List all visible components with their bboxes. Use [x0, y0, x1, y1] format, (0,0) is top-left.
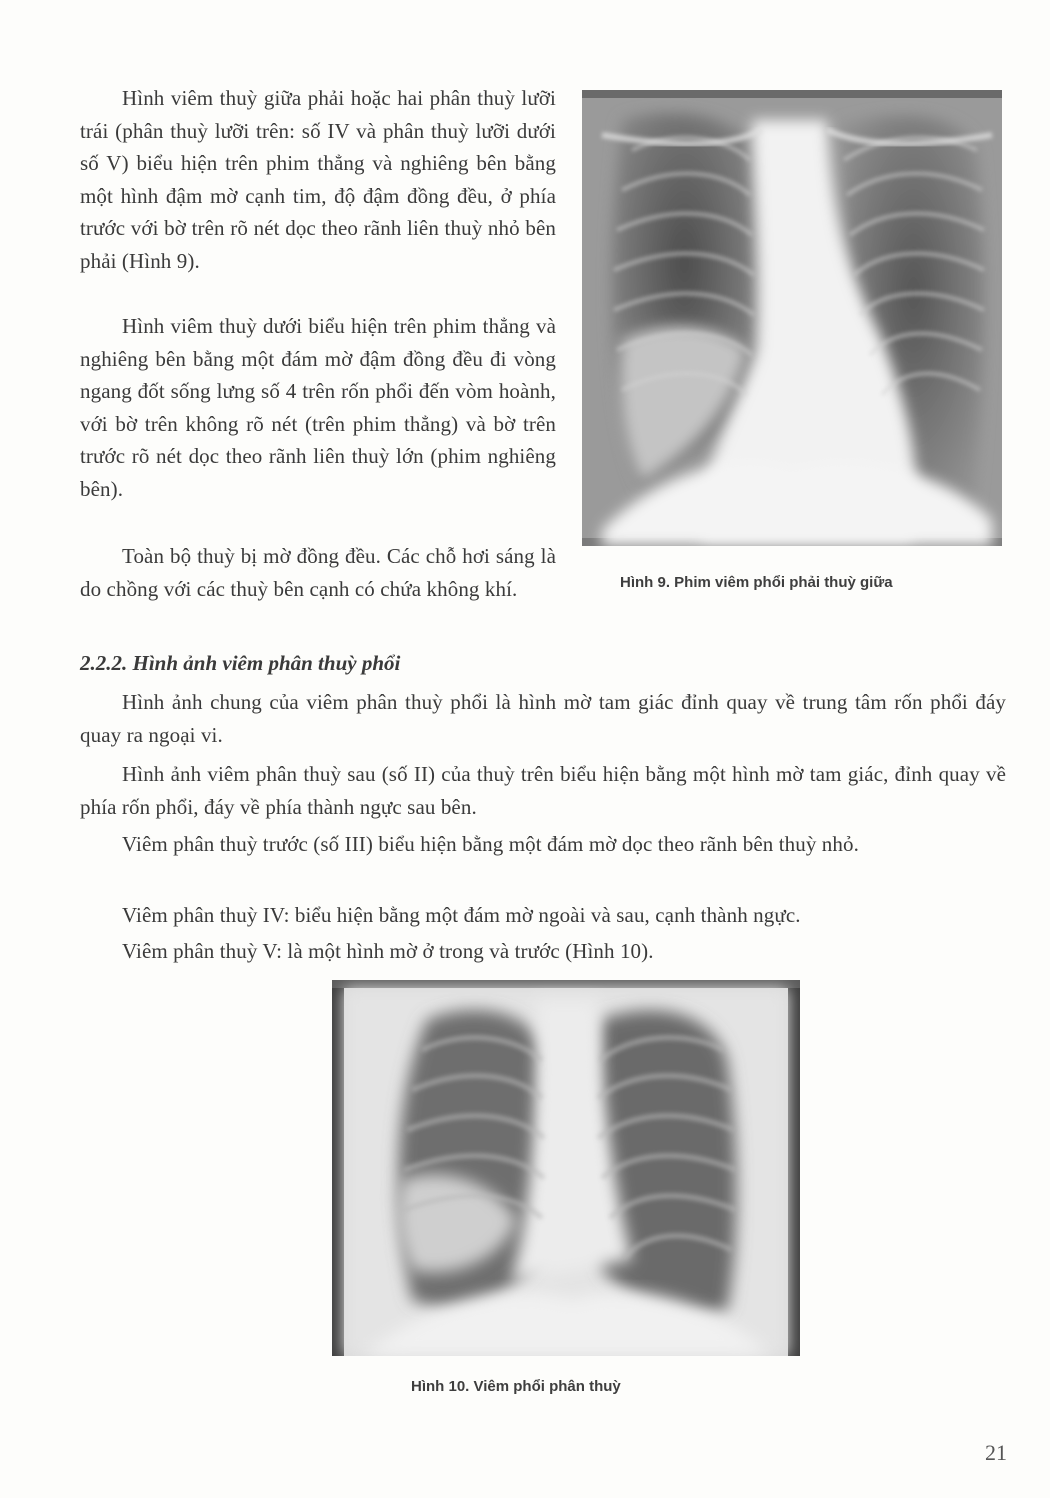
paragraph-segment-v: Viêm phân thuỳ V: là một hình mờ ở trong và trước (Hình 10).: [122, 939, 654, 963]
paragraph-lower-lobe: Hình viêm thuỳ dưới biểu hiện trên phim thẳng và nghiêng bên bằng một đám mờ đậm đồng đều đi vòng ngang đốt sống lưng số 4 trên rốn phổi đến vòm hoành, với bờ trên không rõ nét (trên phim thẳng) và bờ trên trước rõ nét dọc theo rãnh liên thuỳ lớn (phim nghiêng bên).: [80, 314, 556, 501]
paragraph-lobe-opacity: Toàn bộ thuỳ bị mờ đồng đều. Các chỗ hơi sáng là do chồng với các thuỳ bên cạnh có chứa không khí.: [80, 544, 556, 601]
figure-9-caption: Hình 9. Phim viêm phổi phải thuỳ giữa: [620, 574, 893, 591]
figure-10-xray-image: [332, 980, 800, 1356]
section-heading: 2.2.2. Hình ảnh viêm phân thuỳ phổi: [80, 651, 401, 675]
paragraph-segment-iv: Viêm phân thuỳ IV: biểu hiện bằng một đám mờ ngoài và sau, cạnh thành ngực.: [122, 903, 801, 927]
paragraph-middle-lobe: Hình viêm thuỳ giữa phải hoặc hai phân thuỳ lưỡi trái (phân thuỳ lưỡi trên: số IV và phân thuỳ lưỡi dưới số V) biểu hiện trên phim thẳng và nghiêng bên bằng một hình đậm mờ cạnh tim, độ đậm đồng đều, ở phía trước với bờ trên rõ nét dọc theo rãnh liên thuỳ nhỏ bên phải (Hình 9).: [80, 86, 556, 273]
figure-10-caption: Hình 10. Viêm phổi phân thuỳ: [411, 1378, 621, 1395]
page-number: 21: [985, 1440, 1007, 1465]
figure-9-xray-image: [582, 90, 1002, 546]
paragraph-segment-posterior: Hình ảnh viêm phân thuỳ sau (số II) của thuỳ trên biểu hiện bằng một hình mờ tam giác, đỉnh quay về phía rốn phổi, đáy về phía thành ngực sau bên.: [80, 762, 1006, 819]
paragraph-segment-anterior: Viêm phân thuỳ trước (số III) biểu hiện bằng một đám mờ dọc theo rãnh bên thuỳ nhỏ.: [122, 832, 859, 856]
paragraph-segment-general: Hình ảnh chung của viêm phân thuỳ phổi là hình mờ tam giác đỉnh quay về trung tâm rốn phổi đáy quay ra ngoại vi.: [80, 690, 1006, 747]
xray-chest-middle-lobe-icon: [582, 90, 1002, 546]
xray-chest-segment-icon: [332, 980, 800, 1356]
